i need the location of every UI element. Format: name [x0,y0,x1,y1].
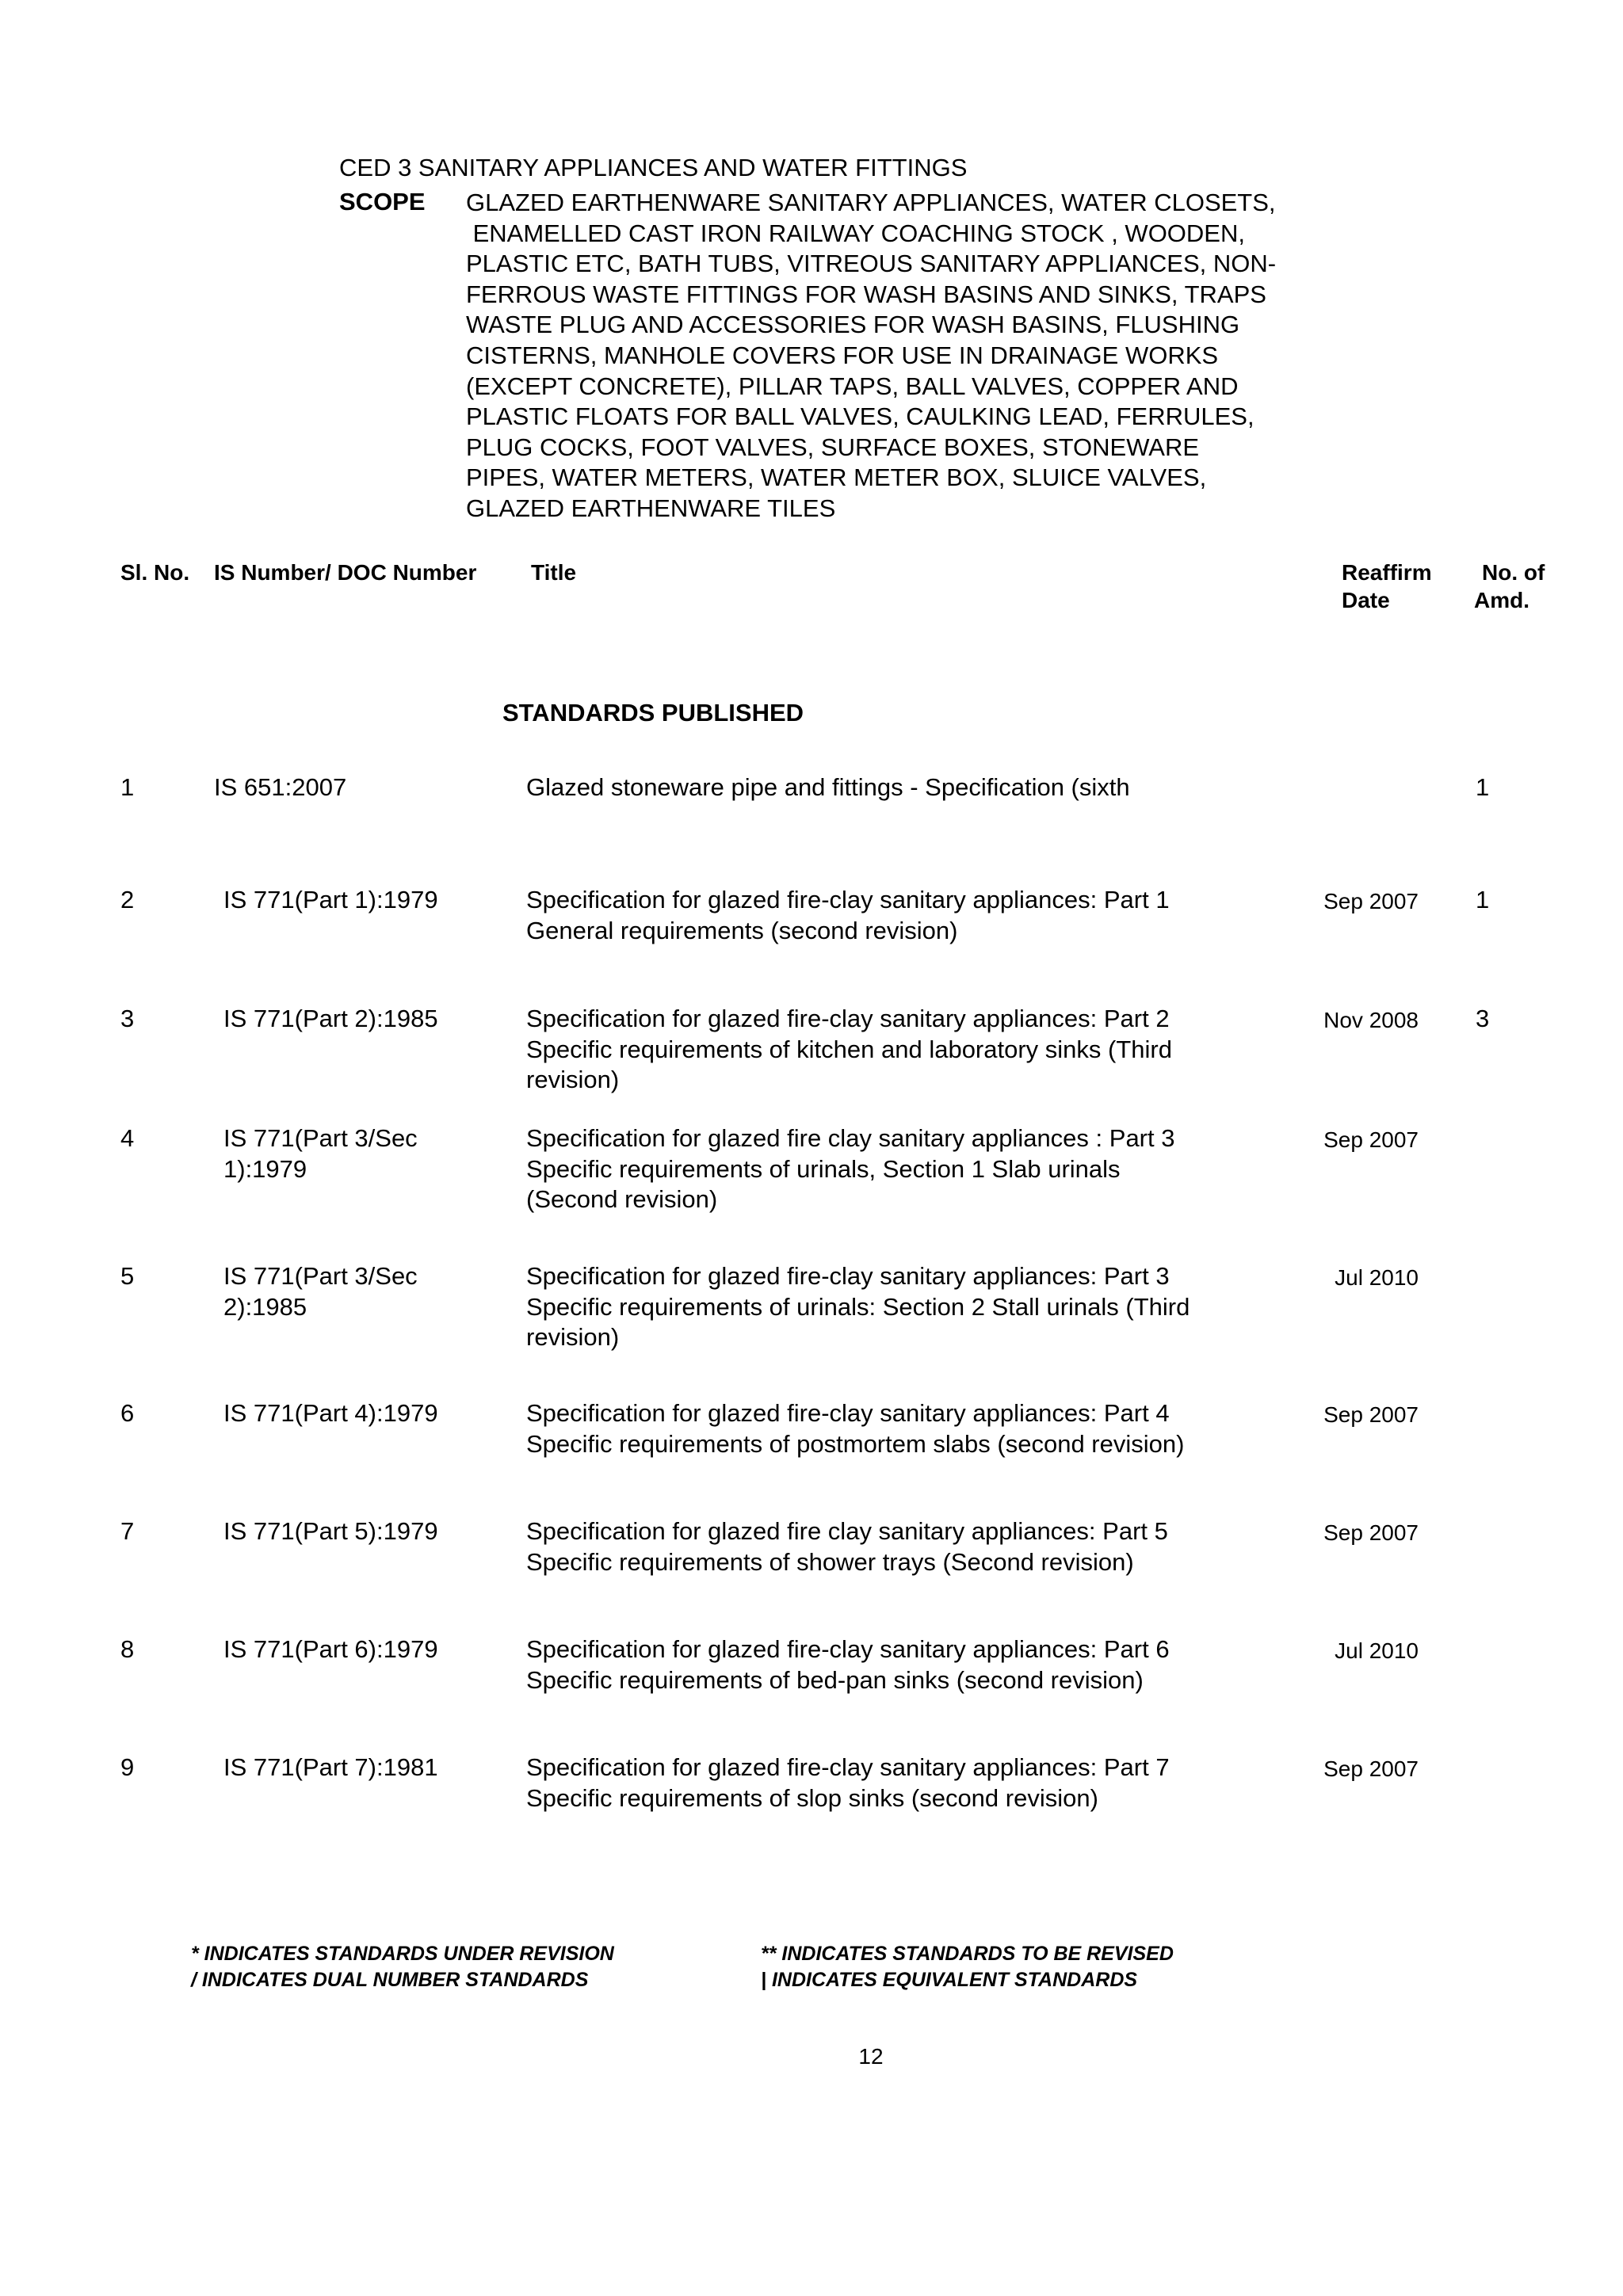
is-number-cell [223,1398,485,1429]
is-number-cell [223,885,485,916]
scope-line: PIPES, WATER METERS, WATER METER BOX, SLUICE VALVES, [466,463,1207,492]
title-cell [526,1753,1271,1814]
sl-no-cell: 7 [120,1517,135,1545]
sl-no-cell: 8 [120,1635,135,1663]
sl-no-cell: 9 [120,1753,135,1781]
title-line: Specification for glazed fire-clay sanitary appliances: Part 3 [526,1262,1170,1290]
is-number-line: IS 771(Part 6):1979 [223,1635,438,1663]
sl-no-cell: 1 [120,773,135,801]
is-number-cell [223,1004,485,1035]
sl-no-cell: 2 [120,886,135,913]
column-header-is-number: IS Number/ DOC Number [214,560,477,585]
section-title: STANDARDS PUBLISHED [502,699,804,727]
scope-line: (EXCEPT CONCRETE), PILLAR TAPS, BALL VALVES, COPPER AND [466,372,1239,400]
amendments-cell: 1 [1476,773,1490,801]
legend-equivalent: | INDICATES EQUIVALENT STANDARDS [761,1969,1138,1991]
reaffirm-date-cell: Sep 2007 [1323,1127,1419,1152]
header-line: Reaffirm [1342,560,1432,585]
legend-under-revision: * INDICATES STANDARDS UNDER REVISION [191,1943,614,1965]
amendments-cell: 3 [1476,1005,1490,1032]
title-line: revision) [526,1323,620,1351]
scope-line: GLAZED EARTHENWARE TILES [466,494,836,522]
scope-line: WASTE PLUG AND ACCESSORIES FOR WASH BASINS, FLUSHING [466,311,1240,339]
title-line: Specification for glazed fire clay sanitary appliances : Part 3 [526,1124,1175,1152]
title-line: Specific requirements of bed-pan sinks (second revision) [526,1665,1144,1694]
header-line: Date [1342,588,1390,612]
title-line: Specific requirements of postmortem slabs (second revision) [526,1429,1185,1458]
title-line: Specification for glazed fire clay sanitary appliances: Part 5 [526,1517,1168,1545]
page-number: 12 [858,2044,884,2069]
is-number-cell [214,772,475,803]
reaffirm-date-cell: Sep 2007 [1323,1520,1419,1545]
column-header-title: Title [531,560,577,585]
legend-to-be-revised: ** INDICATES STANDARDS TO BE REVISED [761,1943,1174,1965]
reaffirm-date-cell: Jul 2010 [1335,1265,1419,1290]
title-line: revision) [526,1066,620,1093]
is-number-line: IS 771(Part 4):1979 [223,1399,438,1427]
title-line: (Second revision) [526,1185,718,1213]
sl-no-cell: 3 [120,1005,135,1032]
reaffirm-date-cell: Nov 2008 [1323,1008,1419,1032]
scope-line: GLAZED EARTHENWARE SANITARY APPLIANCES, WATER CLOSETS, [466,189,1276,216]
title-cell [526,1516,1271,1577]
sl-no-cell: 4 [120,1124,135,1152]
is-number-line: 2):1985 [223,1292,307,1321]
scope-text [466,188,1377,524]
title-cell [526,772,1271,803]
title-cell [526,1398,1271,1459]
is-number-line: IS 771(Part 3/Sec [223,1262,418,1290]
scope-line: CISTERNS, MANHOLE COVERS FOR USE IN DRAINAGE WORKS [466,341,1219,369]
title-line: Specific requirements of urinals: Section 2 Stall urinals (Third [526,1292,1190,1321]
title-cell [526,1004,1271,1096]
reaffirm-date-cell: Sep 2007 [1323,889,1419,913]
title-line: Specification for glazed fire-clay sanitary appliances: Part 6 [526,1635,1170,1663]
title-line: Specific requirements of kitchen and laboratory sinks (Third [526,1035,1172,1063]
reaffirm-date-cell: Sep 2007 [1323,1756,1419,1781]
is-number-line: IS 771(Part 1):1979 [223,886,438,913]
is-number-cell [223,1634,485,1665]
title-line: Glazed stoneware pipe and fittings - Specification (sixth [526,773,1130,801]
title-line: Specification for glazed fire-clay sanitary appliances: Part 2 [526,1005,1170,1032]
is-number-line: IS 771(Part 7):1981 [223,1753,438,1781]
is-number-cell [223,1123,485,1184]
sl-no-cell: 6 [120,1399,135,1427]
committee-heading: CED 3 SANITARY APPLIANCES AND WATER FITTINGS [339,154,968,181]
scope-label: SCOPE [339,188,426,215]
is-number-cell [223,1753,485,1783]
title-line: Specification for glazed fire-clay sanitary appliances: Part 4 [526,1399,1170,1427]
header-line: Amd. [1474,588,1529,612]
title-line: Specific requirements of urinals, Section 1 Slab urinals [526,1154,1121,1183]
title-line: Specification for glazed fire-clay sanitary appliances: Part 7 [526,1753,1170,1781]
is-number-line: IS 771(Part 2):1985 [223,1005,438,1032]
column-header-amendments [1474,559,1545,614]
title-cell [526,1123,1271,1215]
title-line: Specific requirements of shower trays (Second revision) [526,1547,1134,1576]
column-header-sl-no: Sl. No. [120,560,190,585]
sl-no-cell: 5 [120,1262,135,1290]
is-number-cell [223,1516,485,1547]
is-number-cell [223,1261,485,1322]
reaffirm-date-cell: Sep 2007 [1323,1402,1419,1427]
header-line: No. of [1482,560,1545,585]
title-line: Specific requirements of slop sinks (second revision) [526,1783,1098,1812]
scope-line: PLASTIC FLOATS FOR BALL VALVES, CAULKING LEAD, FERRULES, [466,402,1254,431]
legend-dual-number: / INDICATES DUAL NUMBER STANDARDS [191,1969,589,1991]
title-cell [526,885,1271,946]
column-header-reaffirm-date [1342,559,1432,614]
scope-line: FERROUS WASTE FITTINGS FOR WASH BASINS AND SINKS, TRAPS [466,280,1266,308]
amendments-cell: 1 [1476,886,1490,913]
title-line: General requirements (second revision) [526,916,958,944]
title-cell [526,1261,1271,1353]
is-number-line: IS 771(Part 5):1979 [223,1517,438,1545]
title-line: Specification for glazed fire-clay sanitary appliances: Part 1 [526,886,1170,913]
title-cell [526,1634,1271,1695]
is-number-line: IS 771(Part 3/Sec [223,1124,418,1152]
scope-line: ENAMELLED CAST IRON RAILWAY COACHING STOCK , WOODEN, [466,219,1245,247]
is-number-line: IS 651:2007 [214,773,347,801]
reaffirm-date-cell: Jul 2010 [1335,1638,1419,1663]
scope-line: PLUG COCKS, FOOT VALVES, SURFACE BOXES, STONEWARE [466,433,1200,461]
scope-line: PLASTIC ETC, BATH TUBS, VITREOUS SANITARY APPLIANCES, NON- [466,250,1277,278]
is-number-line: 1):1979 [223,1154,307,1183]
